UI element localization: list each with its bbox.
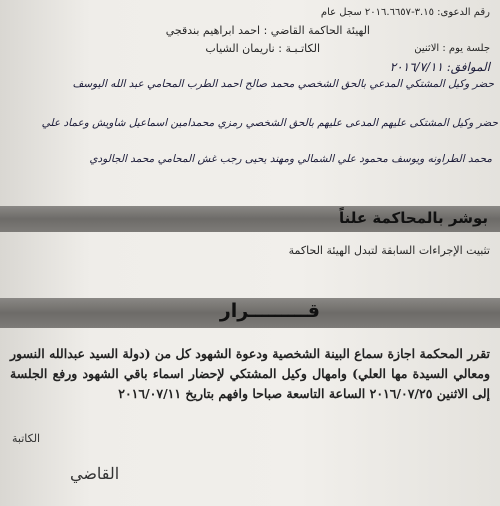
section-title-decision: قـــــــــرار <box>219 300 320 322</box>
attendance-plaintiff: حضر وكيل المشتكي المدعي بالحق الشخصي محمد صالح احمد الطرب المحامي عبد الله اليوسف <box>72 78 494 90</box>
session-day: جلسة يوم : الاثنين <box>414 43 490 54</box>
attendance-defendants-cont: محمد الطراونه ويوسف محمود علي الشمالي ومهند يحيى رجب غش المحامي محمد الجالودي <box>89 153 492 165</box>
case-number: رقم الدعوى: ٣.١٥-٢٠١٦.٦٦٥٧ سجل عام <box>320 7 490 18</box>
judge-signature-label: القاضي <box>70 464 120 483</box>
attendance-defendants: حضر وكيل المشتكى عليهم المدعى عليهم بالحق الشخصي رمزي محمدامين اسماعيل شاويش وعماد علي <box>41 117 498 129</box>
clerk-signature-label: الكاتبة <box>12 432 41 445</box>
section-title-trial: بوشر بالمحاكمة علناً <box>339 209 488 227</box>
session-date: الموافق: ٢٠١٦/٧/١١ <box>389 60 490 74</box>
clerk-line: الكاتـبـة : ناريمان الشياب <box>205 42 320 55</box>
section-text-trial: تثبيت الإجراءات السابقة لتبدل الهيئة الحاكمة <box>288 244 490 257</box>
court-panel: الهيئة الحاكمة القاضي : احمد ابراهيم بندقجي <box>165 24 370 37</box>
decision-text: تقرر المحكمة اجازة سماع البينة الشخصية ودعوة الشهود كل من (دولة السيد عبدالله النسور ومعالي السيدة مها العلي) وامهال وكيل المشتكي لإحضار اسماء باقي الشهود ورفع الجلسة إلى الاثنين ٢٠١٦/٠٧/٢٥ الساعة التاسعة صباحا وافهم بتاريخ ٢٠١٦/٠٧/١١ <box>10 346 490 401</box>
